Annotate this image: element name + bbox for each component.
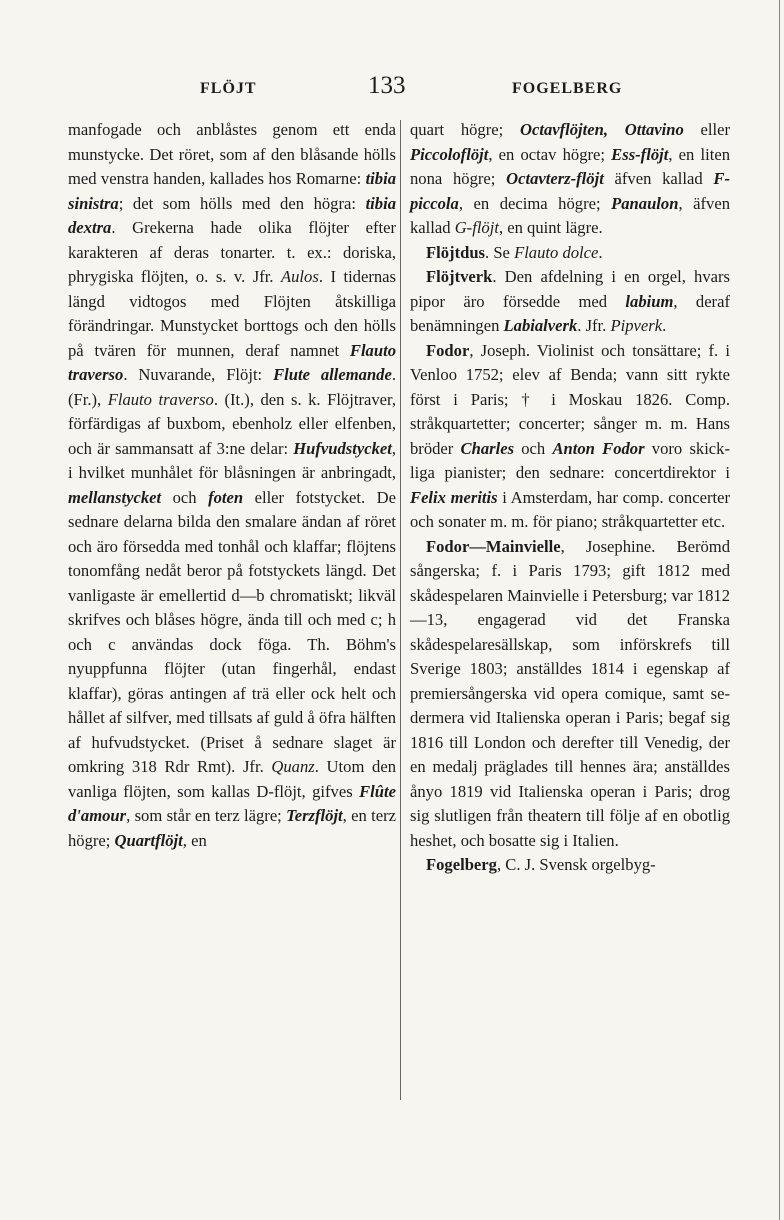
text-run: . (Fr.),: [68, 365, 396, 409]
text-run: , en: [182, 830, 207, 850]
text-run: ; det som hölls med den högra:: [118, 193, 366, 213]
italic-term: Hufvudstycket: [293, 438, 392, 458]
entry-headword: Fogelberg: [426, 855, 497, 874]
italic-term: Charles: [460, 438, 515, 458]
text-run: , deraf benämningen: [410, 291, 730, 335]
text-run: voro skickliga pianister; den sednare: concertdirektor i: [410, 438, 731, 482]
text-run: och: [161, 487, 209, 507]
header-right-keyword: FOGELBERG: [512, 80, 623, 97]
text-run: , som står en terz lägre;: [126, 806, 287, 825]
text-run: . I tidernas längd vidtogos med Flöjten åtskilliga förändringar. Munstycket borttogs och den hölls på tvären för munnen, deraf namnet: [68, 267, 396, 360]
entry-headword: Flöjtverk: [426, 267, 493, 286]
text-run: eller fotstycket. De sednare delarna bilda den smalare ändan af röret och äro försedda med tonhål och klaffar; flöjtens tonomfång nedåt beror på fotstyckets längd. Det vanligaste är emellertid d—b chromatiskt; likväl skrifves och blåses högre, ända till och med c; h och c användas dock föga. Th. Böhm's nyuppfunna flöjter (utan fingerhål, endast klaffar), göras antingen af trä eller ock helt och hållet af silfver, med tillsats af guld å öfra hälften af hufvudstycket. (Priset å sednare slaget är omkring 318 Rdr Rmt). Jfr.: [68, 487, 396, 776]
italic-term: F-piccola: [410, 169, 730, 213]
italic-term: Flûte d'amour: [68, 781, 396, 825]
text-run: eller: [683, 120, 730, 139]
entry-floejtverk: [410, 265, 730, 339]
text-run: , C. J. Svensk orgelbyg-: [496, 855, 656, 874]
text-run: . Utom den vanliga flöjten, som kallas D-flöjt, gifves: [68, 757, 396, 801]
text-run: manfogade och anblåstes genom ett enda munstycke. Det röret, som af den blåsande hölls med venstra handen, kallades hos Romarne:: [68, 120, 396, 188]
text-run: . Grekerna hade olika flöjter efter karakteren af deras tonarter. t. ex.: doriska, phrygiska flöjten, o. s. v. Jfr.: [68, 218, 396, 286]
text-run: , en liten nona högre;: [410, 144, 730, 188]
italic-term: tibia sinistra: [68, 169, 396, 213]
left-column: [68, 118, 396, 853]
text-run: . Jfr.: [577, 316, 611, 335]
entry-headword: Flöjtdus: [426, 242, 486, 262]
entry-fodor-mainvielle: [410, 535, 730, 854]
text-run: . Nuvarande, Flöjt:: [123, 365, 274, 384]
italic-term: Pipverk: [610, 316, 663, 335]
italic-term: labium: [625, 291, 674, 311]
text-run: , Josephine. Berömd sångerska; f. i Paris 1793; gift 1812 med skådespelaren Mainvielle i Petersburg; var 1812—13, engagerad vid det Franska skådespelaresällskap, som införskrefs till Sverige 1803; anställdes 1814 i egenskap af premiersångerska vid opera comique, samt sedermera vid Italienska operan i Paris; begaf sig 1816 till London och derefter till Venedig, der en medalj präglades till hennes ära; anställdes ånyo 1819 vid Italienska operan i Paris; drog sig slutligen från theatern till följe af en obotlig heshet, och bosatte sig i Italien.: [410, 536, 730, 850]
italic-term: mellanstycket: [68, 487, 162, 507]
italic-term: Piccoloflöjt: [410, 144, 489, 164]
entry-headword: Fodor—Mainvielle: [426, 536, 561, 556]
italic-term: Flauto dolce: [514, 242, 599, 262]
italic-term: Felix meritis: [410, 487, 498, 507]
italic-term: G-flöjt: [454, 218, 499, 237]
text-run: , Joseph. Violinist och tonsättare; f. i Venloo 1752; elev af Benda; vann sitt rykte först i Paris; † i Moskau 1826. Comp. stråkquartetter; concerter; sånger m. m. Hans bröder: [410, 340, 730, 458]
italic-term: Quartflöjt: [114, 830, 183, 850]
entry-floejtdus: [410, 241, 730, 266]
italic-term: Panaulon: [611, 193, 679, 213]
right-column: [410, 118, 730, 878]
header-left-keyword: FLÖJT: [200, 80, 257, 97]
entry-fodor: [410, 339, 730, 535]
continued-entry: [410, 118, 730, 241]
text-run: . Den afdelning i en orgel, hvars pipor äro försedde med: [410, 267, 730, 311]
text-run: , en decima högre;: [458, 193, 612, 213]
text-run: .: [598, 242, 603, 262]
italic-term: Flauto traverso: [107, 389, 214, 409]
entry-headword: Fodor: [426, 340, 470, 360]
italic-term: Flauto traverso: [68, 340, 396, 384]
italic-term: Anton Fodor: [552, 438, 645, 458]
text-run: , en quint lägre.: [498, 218, 603, 237]
text-run: . (It.), den s. k. Flöjtraver, förfärdigas af buxbom, ebenholz eller elfenben, och är sammansatt af 3:ne delar:: [68, 389, 397, 458]
italic-term: Aulos: [281, 267, 319, 286]
text-run: , en octav högre;: [488, 144, 612, 164]
italic-term: foten: [208, 487, 244, 507]
text-run: äfven kallad: [603, 169, 714, 188]
italic-term: Ess-flöjt: [611, 144, 669, 164]
italic-term: Quanz: [271, 757, 315, 776]
text-run: , en terz högre;: [68, 806, 396, 850]
page-number: 133: [368, 72, 406, 99]
text-run: och: [514, 438, 553, 458]
page-header: [0, 72, 784, 106]
column-divider: [400, 120, 401, 1100]
italic-term: Octavterz-flöjt: [506, 169, 604, 188]
text-run: . Se: [485, 242, 515, 262]
italic-term: Flute allemande: [273, 365, 392, 384]
text-run: , äfven kallad: [410, 193, 730, 237]
page-edge: [779, 0, 780, 1220]
left-column-text: [68, 118, 396, 853]
italic-term: Octavflöjten, Ottavino: [519, 120, 684, 139]
italic-term: Terzflöjt: [286, 806, 343, 825]
text-run: quart högre;: [410, 120, 520, 139]
text-run: , i hvilket munhålet för blåsningen är anbringadt,: [68, 438, 396, 482]
italic-term: tibia dextra: [68, 193, 396, 237]
text-run: .: [662, 316, 667, 335]
entry-fogelberg: [410, 853, 730, 878]
text-run: i Amsterdam, har comp. concerter och sonater m. m. för piano; stråkquartetter etc.: [410, 487, 730, 531]
italic-term: Labialverk: [503, 316, 578, 335]
